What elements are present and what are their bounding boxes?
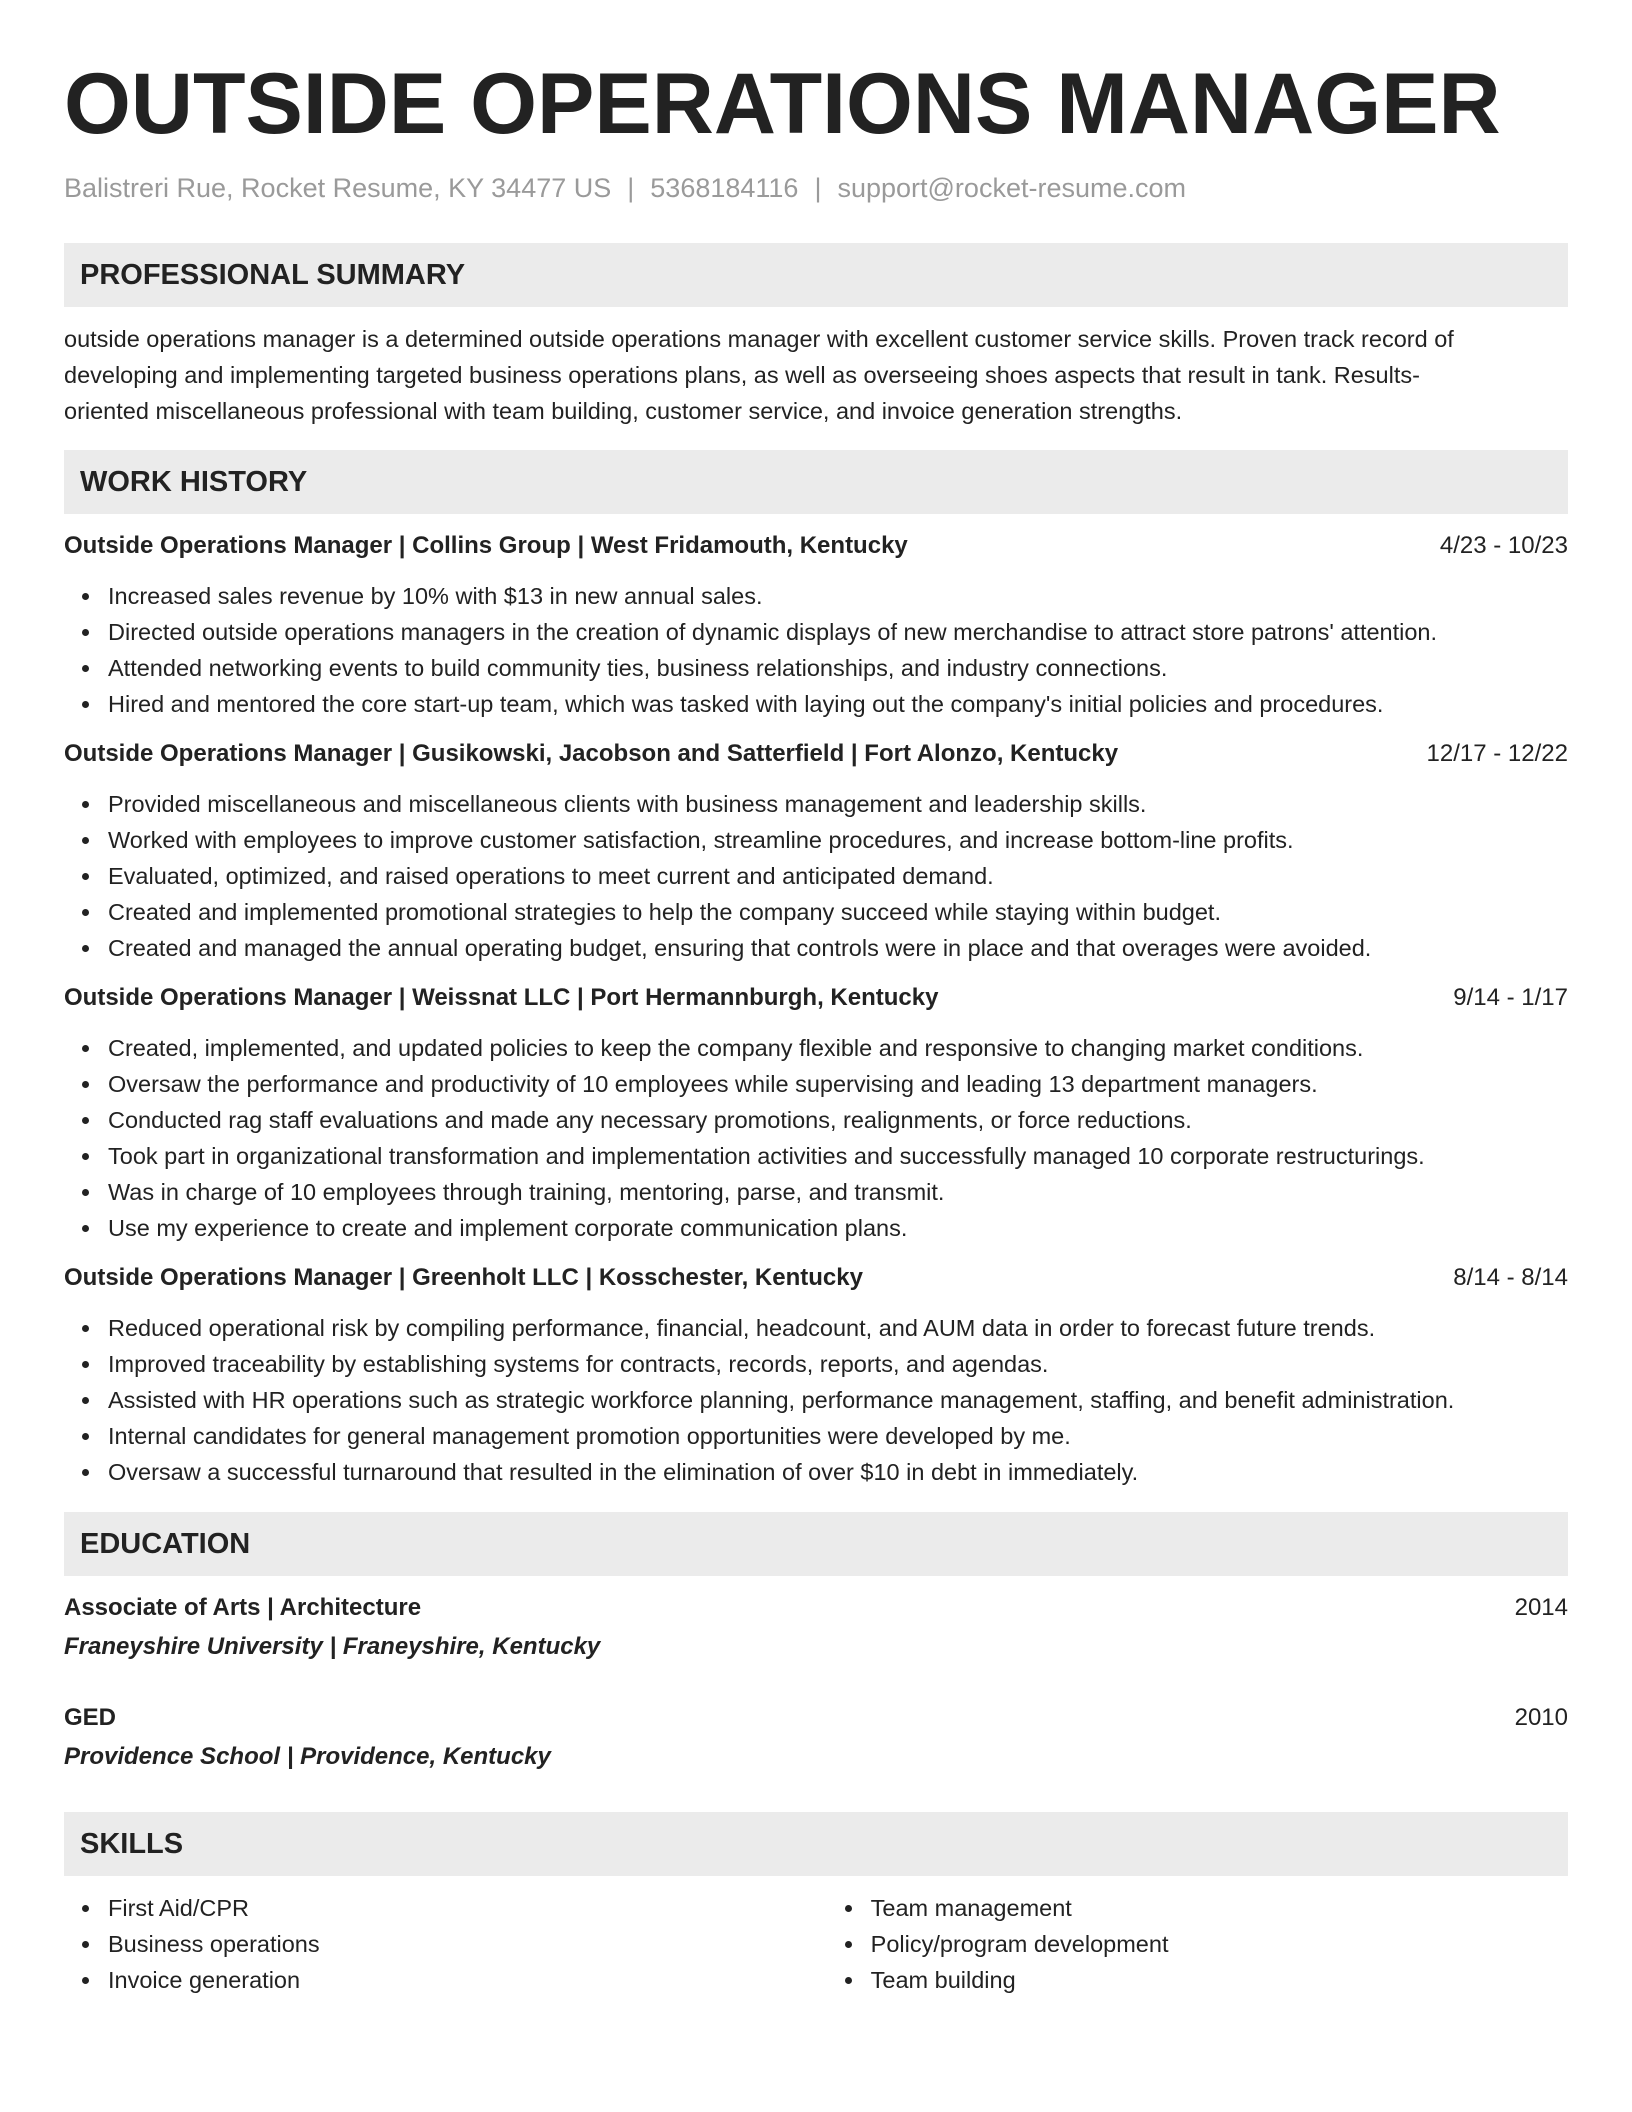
contact-address: Balistreri Rue, Rocket Resume, KY 34477 US <box>64 173 612 203</box>
skill-item: Invoice generation <box>108 1962 827 1998</box>
section-header-summary: PROFESSIONAL SUMMARY <box>64 243 1568 307</box>
job-bullet: Increased sales revenue by 10% with $13 in new annual sales. <box>108 578 1568 614</box>
job-dates: 4/23 - 10/23 <box>1439 532 1568 559</box>
skill-item: Team building <box>871 1962 1568 1998</box>
contact-separator: | <box>814 173 822 203</box>
section-header-skills: SKILLS <box>64 1812 1568 1876</box>
section-header-education: EDUCATION <box>64 1512 1568 1576</box>
skill-item: Team management <box>871 1890 1568 1926</box>
job-entry <box>64 980 1568 1246</box>
job-entry <box>64 1260 1568 1490</box>
education-degree: Associate of Arts | Architecture <box>64 1594 422 1621</box>
contact-separator: | <box>627 173 635 203</box>
job-entry <box>64 736 1568 966</box>
job-header <box>64 980 1568 1016</box>
education-year: 2014 <box>1514 1594 1568 1621</box>
skill-item: Business operations <box>108 1926 827 1962</box>
summary-text <box>64 321 1568 429</box>
job-bullet: Worked with employees to improve customer satisfaction, streamline procedures, and increase bottom-line profits. <box>108 822 1568 858</box>
job-bullet: Reduced operational risk by compiling performance, financial, headcount, and AUM data in order to forecast future trends. <box>108 1310 1568 1346</box>
resume-page <box>64 0 1568 1998</box>
skills-column-left <box>64 1890 827 1998</box>
job-title: Outside Operations Manager | Collins Group | West Fridamouth, Kentucky <box>64 532 908 559</box>
job-bullet: Created and implemented promotional strategies to help the company succeed while staying within budget. <box>108 894 1568 930</box>
job-header <box>64 528 1568 564</box>
section-header-work-history: WORK HISTORY <box>64 450 1568 514</box>
job-dates: 12/17 - 12/22 <box>1426 740 1568 767</box>
job-header <box>64 1260 1568 1296</box>
job-bullet: Assisted with HR operations such as strategic workforce planning, performance management, staffing, and benefit administration. <box>108 1382 1568 1418</box>
job-bullets <box>64 1030 1568 1246</box>
summary-line: oriented miscellaneous professional with team building, customer service, and invoice generation strengths. <box>64 398 1183 424</box>
summary-line: outside operations manager is a determined outside operations manager with excellent customer service skills. Proven track record of <box>64 326 1454 352</box>
job-bullet: Internal candidates for general management promotion opportunities were developed by me. <box>108 1418 1568 1454</box>
education-entry <box>64 1700 1568 1775</box>
job-bullet: Conducted rag staff evaluations and made any necessary promotions, realignments, or force reductions. <box>108 1102 1568 1138</box>
job-title: Outside Operations Manager | Greenholt LLC | Kosschester, Kentucky <box>64 1264 863 1291</box>
education-school: Franeyshire University | Franeyshire, Kentucky <box>64 1633 601 1660</box>
education-header <box>64 1700 1568 1736</box>
contact-phone: 5368184116 <box>650 173 799 203</box>
candidate-name: OUTSIDE OPERATIONS MANAGER <box>64 56 1501 152</box>
summary-line: developing and implementing targeted business operations plans, as well as overseeing shoes aspects that result in tank. Results- <box>64 362 1420 388</box>
education-entry <box>64 1590 1568 1665</box>
education-school: Providence School | Providence, Kentucky <box>64 1743 551 1770</box>
job-bullet: Oversaw a successful turnaround that resulted in the elimination of over $10 in debt in immediately. <box>108 1454 1568 1490</box>
job-bullet: Attended networking events to build community ties, business relationships, and industry connections. <box>108 650 1568 686</box>
job-bullet: Use my experience to create and implement corporate communication plans. <box>108 1210 1568 1246</box>
job-bullet: Improved traceability by establishing systems for contracts, records, reports, and agendas. <box>108 1346 1568 1382</box>
skill-item: First Aid/CPR <box>108 1890 827 1926</box>
job-entry <box>64 528 1568 722</box>
contact-line <box>64 170 1568 206</box>
job-bullets <box>64 786 1568 966</box>
job-dates: 9/14 - 1/17 <box>1453 984 1568 1011</box>
job-dates: 8/14 - 8/14 <box>1453 1264 1568 1291</box>
job-bullet: Oversaw the performance and productivity of 10 employees while supervising and leading 13 department managers. <box>108 1066 1568 1102</box>
job-bullet: Directed outside operations managers in the creation of dynamic displays of new merchandise to attract store patrons' attention. <box>108 614 1568 650</box>
job-header <box>64 736 1568 772</box>
job-bullet: Was in charge of 10 employees through training, mentoring, parse, and transmit. <box>108 1174 1568 1210</box>
skills-list <box>64 1890 1568 1998</box>
job-title: Outside Operations Manager | Gusikowski, Jacobson and Satterfield | Fort Alonzo, Kentucky <box>64 740 1119 767</box>
job-bullet: Took part in organizational transformation and implementation activities and successfully managed 10 corporate restructurings. <box>108 1138 1568 1174</box>
job-bullets <box>64 578 1568 722</box>
job-bullet: Evaluated, optimized, and raised operations to meet current and anticipated demand. <box>108 858 1568 894</box>
job-bullet: Provided miscellaneous and miscellaneous clients with business management and leadership skills. <box>108 786 1568 822</box>
education-year: 2010 <box>1514 1704 1568 1731</box>
job-bullet: Created and managed the annual operating budget, ensuring that controls were in place and that overages were avoided. <box>108 930 1568 966</box>
education-header <box>64 1590 1568 1626</box>
skill-item: Policy/program development <box>871 1926 1568 1962</box>
job-bullet: Hired and mentored the core start-up team, which was tasked with laying out the company's initial policies and procedures. <box>108 686 1568 722</box>
job-bullets <box>64 1310 1568 1490</box>
skills-column-right <box>827 1890 1568 1998</box>
contact-email: support@rocket-resume.com <box>837 173 1186 203</box>
job-title: Outside Operations Manager | Weissnat LLC | Port Hermannburgh, Kentucky <box>64 984 939 1011</box>
education-degree: GED <box>64 1704 117 1731</box>
job-bullet: Created, implemented, and updated policies to keep the company flexible and responsive to changing market conditions. <box>108 1030 1568 1066</box>
